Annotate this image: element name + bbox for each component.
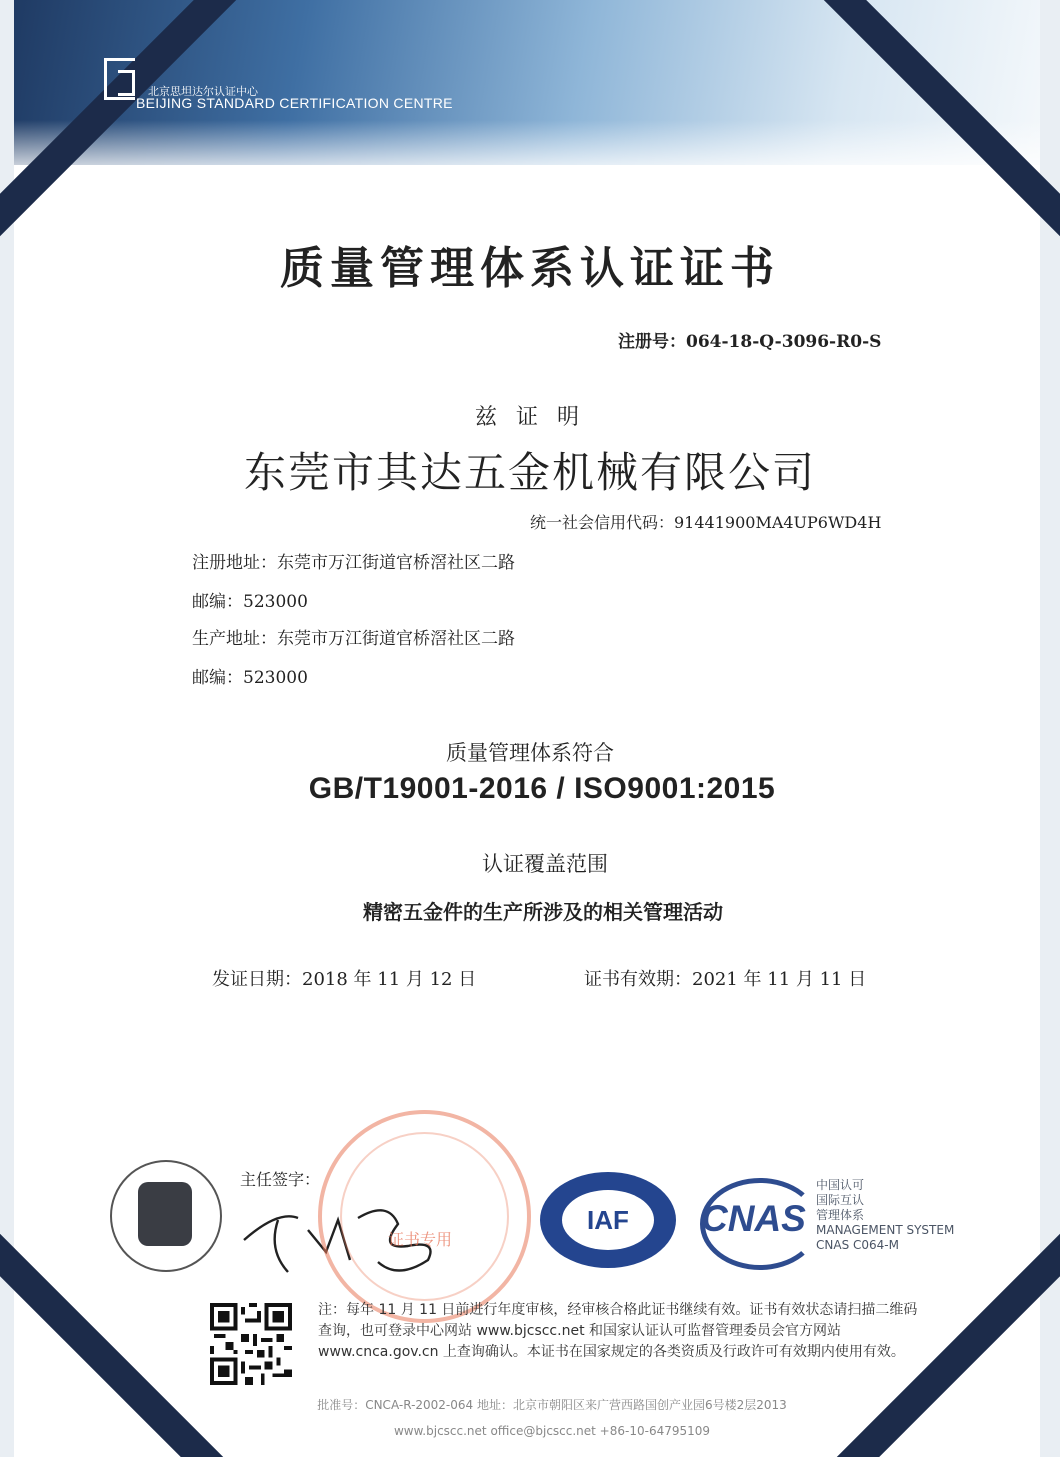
certificate-title: 质量管理体系认证证书 bbox=[280, 243, 780, 294]
production-address: 生产地址：东莞市万江街道官桥滘社区二路 bbox=[192, 629, 515, 649]
scope-text: 精密五金件的生产所涉及的相关管理活动 bbox=[363, 900, 723, 924]
org-name-en: BEIJING STANDARD CERTIFICATION CENTRE bbox=[136, 95, 453, 111]
cnas-label: CNAS bbox=[701, 1198, 806, 1239]
hereby-certify: 兹 证 明 bbox=[475, 405, 585, 430]
company-name: 东莞市其达五金机械有限公司 bbox=[243, 448, 816, 497]
cnas-line: 国际互认 bbox=[816, 1193, 865, 1207]
org-logo-icon-inner bbox=[118, 70, 135, 96]
registration-number: 注册号：064-18-Q-3096-R0-S bbox=[618, 332, 882, 352]
credit-code: 统一社会信用代码：91441900MA4UP6WD4H bbox=[530, 513, 882, 532]
stamp-label: 证书专用 bbox=[388, 1230, 453, 1249]
standard: GB/T19001-2016 / ISO9001:2015 bbox=[308, 772, 776, 805]
footer-approval-address: 批准号：CNCA-R-2002-064 地址：北京市朝阳区来广营西路国创产业园6号楼2层2013 bbox=[317, 1398, 787, 1412]
cnas-description bbox=[816, 1178, 954, 1253]
registered-address: 注册地址：东莞市万江街道官桥滘社区二路 bbox=[192, 553, 515, 573]
conform-label: 质量管理体系符合 bbox=[446, 741, 614, 765]
footer-contact: www.bjcscc.net office@bjcscc.net +86-10-64795109 bbox=[393, 1424, 711, 1438]
registered-postcode: 邮编：523000 bbox=[192, 592, 308, 612]
header-banner-fade bbox=[12, 120, 1042, 180]
cnas-line: MANAGEMENT SYSTEM bbox=[816, 1223, 955, 1237]
certificate-note: 注：每年 11 月 11 日前进行年度审核，经审核合格此证书继续有效。证书有效状态请扫描二维码查询，也可登录中心网站 www.bjcscc.net 和国家认证认可监督管理委员会官方网站 www.cnca.gov.cn 上查询确认。本证书在国家规定的各类资质及行政许可有效期内使用有效。 bbox=[318, 1302, 918, 1360]
certification-stamp-inner bbox=[340, 1132, 509, 1301]
scope-label: 认证覆盖范围 bbox=[482, 852, 608, 876]
qr-code-icon bbox=[210, 1303, 292, 1385]
issue-date: 发证日期：2018 年 11 月 12 日 bbox=[212, 969, 477, 990]
cnas-line: CNAS C064-M bbox=[816, 1238, 899, 1252]
director-label: 主任签字： bbox=[240, 1170, 321, 1189]
production-postcode: 邮编：523000 bbox=[192, 668, 308, 688]
iaf-label: IAF bbox=[587, 1205, 629, 1235]
valid-date: 证书有效期：2021 年 11 月 11 日 bbox=[584, 969, 867, 990]
center-seal-logo-icon bbox=[138, 1182, 192, 1246]
cnas-line: 中国认可 bbox=[816, 1178, 865, 1192]
cnas-line: 管理体系 bbox=[816, 1208, 865, 1222]
org-name-cn: 北京思坦达尔认证中心 bbox=[148, 85, 258, 98]
